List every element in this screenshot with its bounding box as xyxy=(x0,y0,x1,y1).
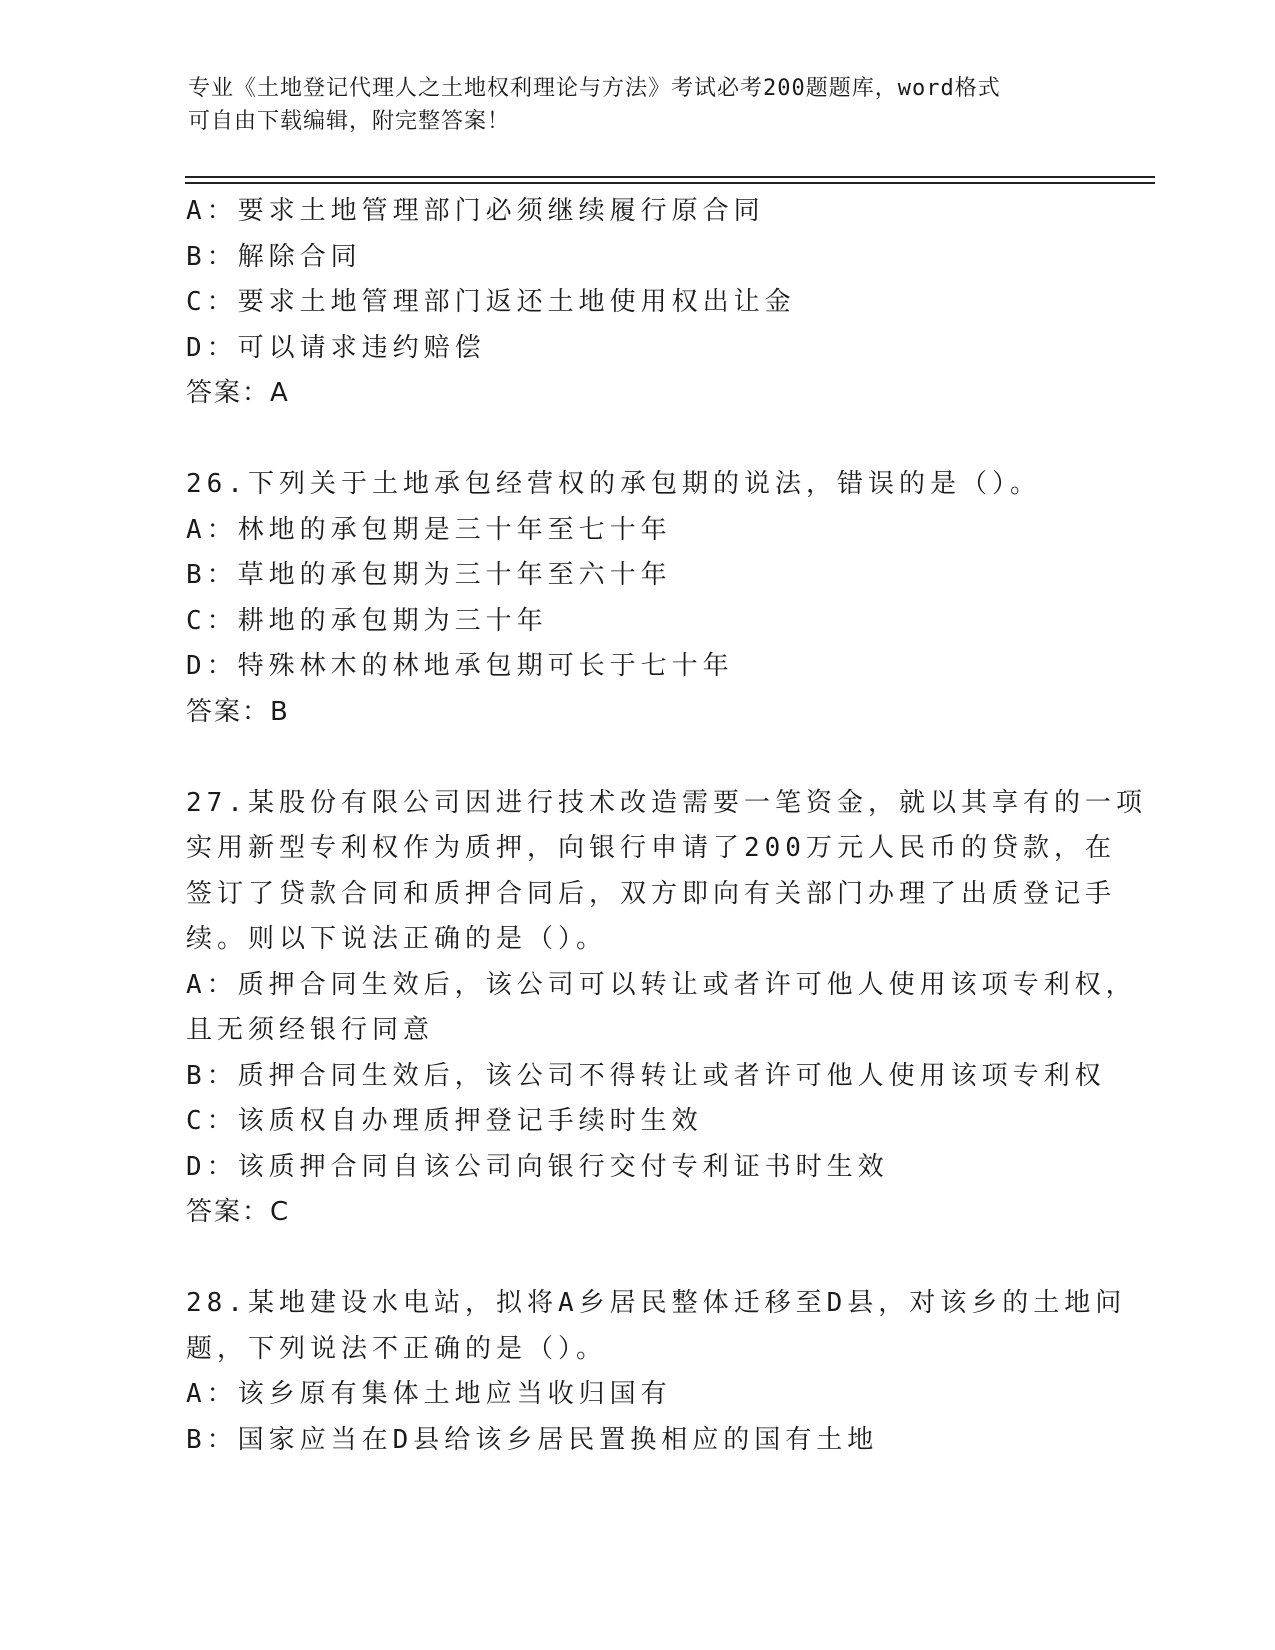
spacer xyxy=(186,1236,1086,1282)
header-line-1: 专业《土地登记代理人之土地权利理论与方法》考试必考200题题库，word格式 xyxy=(188,76,1001,101)
option-c: C：要求土地管理部门返还土地使用权出让金 xyxy=(186,287,796,317)
option-a: A：要求土地管理部门必须继续履行原合同 xyxy=(186,196,765,226)
question-stem: 26.下列关于土地承包经营权的承包期的说法，错误的是（）。 xyxy=(186,469,1041,499)
header-divider-bottom xyxy=(185,182,1155,184)
answer: 答案：A xyxy=(186,378,290,408)
option-c: C：该质权自办理质押登记手续时生效 xyxy=(186,1106,703,1136)
question-28 xyxy=(186,1281,1127,1463)
option-b: B：解除合同 xyxy=(186,241,362,272)
option-c: C：耕地的承包期为三十年 xyxy=(186,605,548,636)
question-stem-line: 续。则以下说法正确的是（）。 xyxy=(186,924,608,954)
header-line-2: 可自由下载编辑，附完整答案！ xyxy=(188,109,511,134)
answer: 答案：C xyxy=(186,1197,291,1227)
question-25 xyxy=(186,189,1086,417)
question-26 xyxy=(186,462,1086,735)
spacer xyxy=(186,417,1086,463)
option-a-continued: 且无须经银行同意 xyxy=(186,1015,435,1045)
question-27 xyxy=(186,781,1147,1236)
option-b: B：草地的承包期为三十年至六十年 xyxy=(186,560,672,590)
option-b: B：国家应当在D县给该乡居民置换相应的国有土地 xyxy=(186,1424,879,1455)
option-a: A：林地的承包期是三十年至七十年 xyxy=(186,514,672,545)
document-header xyxy=(188,72,1088,138)
question-stem-line: 题，下列说法不正确的是（）。 xyxy=(186,1333,608,1364)
option-d: D：特殊林木的林地承包期可长于七十年 xyxy=(186,651,734,681)
option-a: A：质押合同生效后，该公司可以转让或者许可他人使用该项专利权， xyxy=(186,969,1137,1000)
question-stem-line: 28.某地建设水电站，拟将A乡居民整体迁移至D县，对该乡的土地问 xyxy=(186,1288,1127,1318)
spacer xyxy=(186,735,1086,781)
option-d: D：可以请求违约赔偿 xyxy=(186,332,486,363)
header-divider-top xyxy=(185,176,1155,178)
question-stem-line: 实用新型专利权作为质押，向银行申请了200万元人民币的贷款，在 xyxy=(186,833,1116,863)
question-stem-line: 27.某股份有限公司因进行技术改造需要一笔资金，就以其享有的一项 xyxy=(186,787,1147,818)
question-list xyxy=(186,189,1147,1463)
option-d: D：该质押合同自该公司向银行交付专利证书时生效 xyxy=(186,1151,889,1182)
option-a: A：该乡原有集体土地应当收归国有 xyxy=(186,1379,672,1409)
option-b: B：质押合同生效后，该公司不得转让或者许可他人使用该项专利权 xyxy=(186,1060,1106,1091)
answer: 答案：B xyxy=(186,696,290,727)
question-stem-line: 签订了贷款合同和质押合同后，双方即向有关部门办理了出质登记手 xyxy=(186,878,1117,909)
